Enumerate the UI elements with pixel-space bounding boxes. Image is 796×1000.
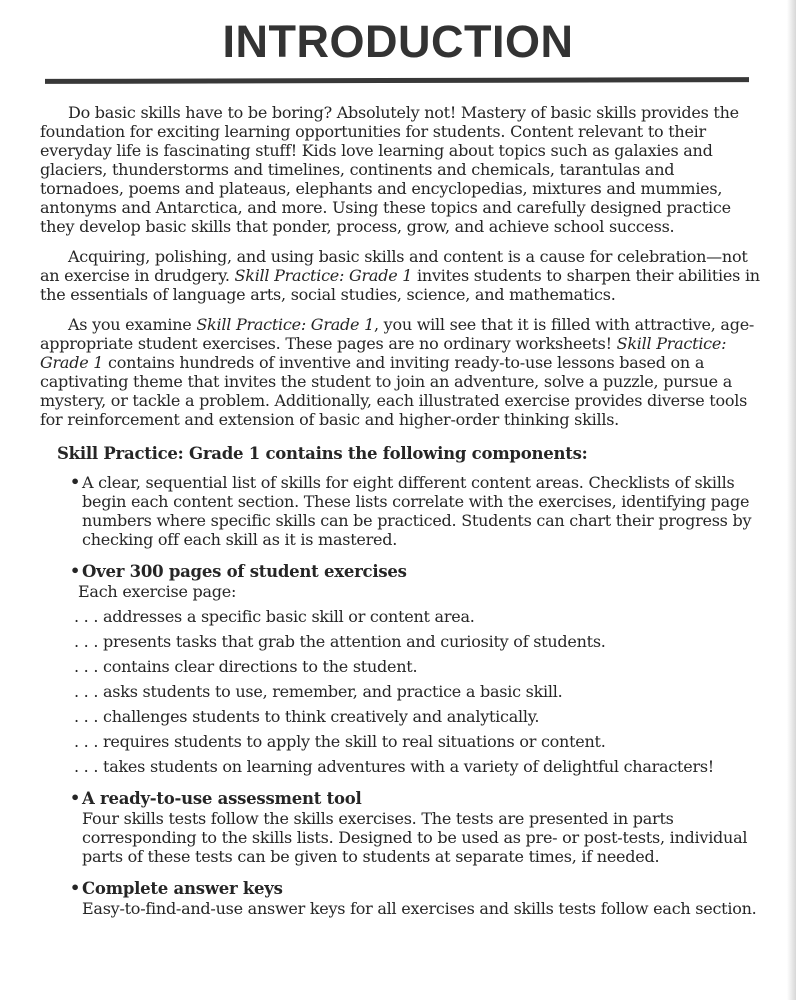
paragraph-text: contains hundreds of inventive and inviting ready-to-use lessons based on a captivating theme that invites the student to join an adventure, solve a puzzle, pursue a mystery, or tackle a problem. Additionally, each illustrated exercise provides diverse tools for reinforcement and extension of basic and higher-order thinking skills. xyxy=(40,353,748,429)
bullet-item-skills-list xyxy=(40,473,760,549)
exercise-feature-item: . . . challenges students to think creatively and analytically. xyxy=(74,707,540,726)
exercise-feature-item: . . . contains clear directions to the student. xyxy=(74,657,418,676)
bullet-body: A clear, sequential list of skills for eight different content areas. Checklists of skills begin each content section. These lists correlate with the exercises, identifying page numbers where specific skills can be practiced. Students can chart their progress by checking off each skill as it is mastered. xyxy=(82,473,752,549)
bullet-marker: • xyxy=(70,878,80,897)
bullet-marker: • xyxy=(70,788,80,807)
paragraph-text: As you examine xyxy=(68,315,197,334)
intro-paragraph-2 xyxy=(40,247,760,304)
exercise-feature-item: . . . requires students to apply the skill to real situations or content. xyxy=(74,732,606,751)
page-title: INTRODUCTION xyxy=(222,16,574,67)
exercise-feature-list xyxy=(74,607,760,776)
bullet-marker: • xyxy=(70,561,80,580)
page-content xyxy=(0,83,796,918)
bullet-title: Over 300 pages of student exercises xyxy=(82,562,407,581)
bullet-marker: • xyxy=(70,472,80,491)
book-title-italic: Skill Practice: Grade 1 xyxy=(40,334,727,372)
bullet-item-student-exercises xyxy=(40,562,760,776)
exercise-feature-item: . . . asks students to use, remember, and practice a basic skill. xyxy=(74,682,563,701)
bullet-title: A ready-to-use assessment tool xyxy=(82,789,362,808)
paragraph-text: invites students to sharpen their abilities in the essentials of language arts, social studies, science, and mathematics. xyxy=(40,266,760,304)
paragraph-text: Acquiring, polishing, and using basic skills and content is a cause for celebration—not an exercise in drudgery. xyxy=(40,247,748,285)
paragraph-text: , you will see that it is filled with attractive, age-appropriate student exercises. These pages are no ordinary worksheets! xyxy=(40,315,755,353)
exercise-feature-item: . . . takes students on learning adventures with a variety of delightful characters! xyxy=(74,757,714,776)
paragraph-text: Do basic skills have to be boring? Absolutely not! Mastery of basic skills provides the foundation for exciting learning opportunities for students. Content relevant to their everyday life is fascinating stuff! Kids love learning about topics such as galaxies and glaciers, thunderstorms and timelines, continents and chemicals, tarantulas and tornadoes, poems and plateaus, elephants and encyclopedias, mixtures and mummies, antonyms and Antarctica, and more. Using these topics and carefully designed practice they develop basic skills that ponder, process, grow, and achieve school success. xyxy=(40,103,739,236)
bullet-title: Complete answer keys xyxy=(82,879,283,898)
exercise-feature-item: . . . presents tasks that grab the attention and curiosity of students. xyxy=(74,632,606,651)
bullet-item-assessment-tool xyxy=(40,789,760,866)
bullet-body: Easy-to-find-and-use answer keys for all exercises and skills tests follow each section. xyxy=(82,899,757,918)
bullet-body: Four skills tests follow the skills exercises. The tests are presented in parts corresponding to the skills lists. Designed to be used as pre- or post-tests, individual parts of these tests can be given to students at separate times, if needed. xyxy=(82,809,748,866)
intro-paragraph-1 xyxy=(40,103,760,236)
components-heading: Skill Practice: Grade 1 contains the following components: xyxy=(57,444,588,463)
bullet-item-answer-keys xyxy=(40,879,760,918)
book-title-italic: Skill Practice: Grade 1 xyxy=(196,315,374,334)
intro-paragraph-3 xyxy=(40,315,760,429)
exercise-feature-item: . . . addresses a specific basic skill or content area. xyxy=(74,607,475,626)
book-title-italic: Skill Practice: Grade 1 xyxy=(234,266,413,285)
exercise-page-intro: Each exercise page: xyxy=(78,582,237,601)
